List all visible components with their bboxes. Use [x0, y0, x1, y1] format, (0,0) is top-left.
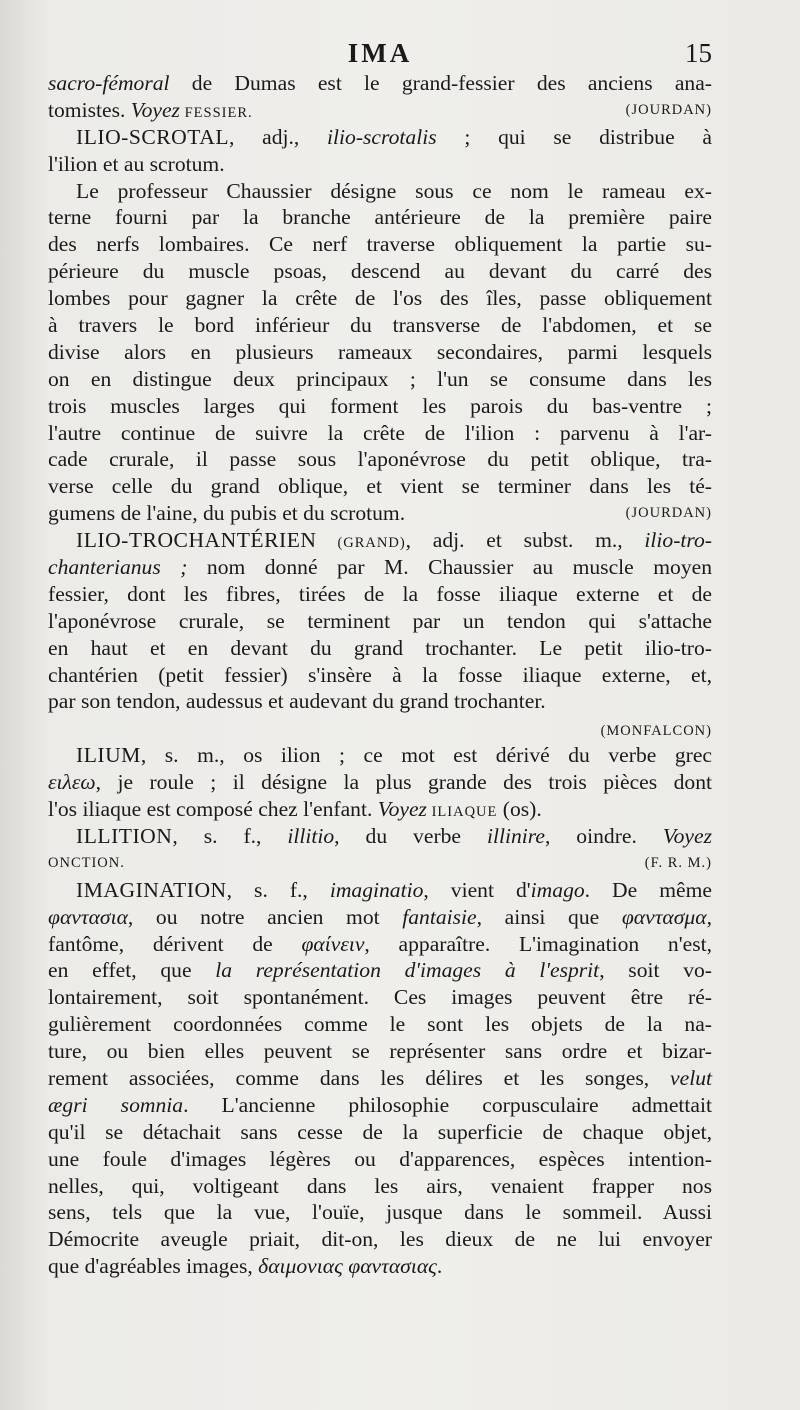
- greek-word: φαίνειν: [301, 931, 365, 956]
- cross-reference: ILIAQUE: [426, 804, 498, 821]
- text-line: Démocrite aveugle priait, dit-on, les dieux de ne lui envoyer: [48, 1227, 712, 1252]
- text-line: une foule d'images légères ou d'apparences, espèces intention-: [48, 1146, 712, 1171]
- entry-headword: ILIUM: [76, 743, 141, 768]
- text-line: que d'agréables images, δαιμονιας φαντασιας.: [48, 1254, 443, 1279]
- entry-imagination: IMAGINATION, s. f., imaginatio, vient d'imago. De même: [76, 877, 712, 902]
- text-line: chantérien (petit fessier) s'insère à la fosse iliaque externe, et,: [48, 662, 712, 687]
- text-line: l'ilion et au scrotum.: [48, 151, 225, 176]
- text-line: [48, 715, 712, 742]
- body-text: [48, 70, 712, 1280]
- text-line: l'aponévrose crurale, se terminent par un tendon qui s'attache: [48, 608, 712, 633]
- greek-word: φαντασμα: [621, 904, 707, 929]
- entry-ilio-scrotal: ILIO-SCROTAL, adj., ilio-scrotalis ; qui se distribue à: [76, 124, 712, 149]
- text-line: l'os iliaque est composé chez l'enfant. Voyez ILIAQUE (os).: [48, 797, 542, 822]
- text-line: terne fourni par la branche antérieure de la première paire: [48, 205, 712, 230]
- text-line: des nerfs lombaires. Ce nerf traverse obliquement la partie su-: [48, 232, 712, 257]
- text-line: ειλεω, je roule ; il désigne la plus grande des trois pièces dont: [48, 770, 712, 795]
- entry-headword: ILLITION: [76, 823, 173, 848]
- running-title: IMA: [347, 38, 413, 68]
- greek-word: δαιμονιας φαντασιας: [258, 1254, 437, 1279]
- text-line: en haut et en devant du grand trochanter. Le petit ilio-tro-: [48, 635, 712, 660]
- text-line: on en distingue deux principaux ; l'un se consume dans les: [48, 366, 712, 391]
- text-line: sens, tels que la vue, l'ouïe, jusque dans le sommeil. Aussi: [48, 1200, 712, 1225]
- author-signature: (F. R. M.): [644, 854, 712, 871]
- text-line: ægri somnia. L'ancienne philosophie corpusculaire admettait: [48, 1092, 712, 1117]
- text-line: gulièrement coordonnées comme le sont les objets de la na-: [48, 1012, 712, 1037]
- text-line: fantôme, dérivent de φαίνειν, apparaître. L'imagination n'est,: [48, 931, 712, 956]
- entry-headword: ILIO-TROCHANTÉRIEN: [76, 528, 317, 553]
- text-line: lombes pour gagner la crête de l'os des îles, passe obliquement: [48, 286, 712, 311]
- text-line: divise alors en plusieurs rameaux secondaires, parmi lesquels: [48, 339, 712, 364]
- text-line: verse celle du grand oblique, et vient se terminer dans les té-: [48, 474, 712, 499]
- author-signature: (MONFALCON): [600, 723, 712, 740]
- entry-headword: IMAGINATION: [76, 877, 227, 902]
- text-line: ture, ou bien elles peuvent se représenter sans ordre et bizar-: [48, 1039, 712, 1064]
- text-line: par son tendon, audessus et audevant du grand trochanter.: [48, 689, 546, 714]
- text-line: Le professeur Chaussier désigne sous ce nom le rameau ex-: [76, 178, 712, 203]
- text-line: périeure du muscle psoas, descend au devant du carré des: [48, 259, 712, 284]
- text-line: en effet, que la représentation d'images à l'esprit, soit vo-: [48, 958, 712, 983]
- greek-word: ειλεω: [48, 770, 96, 795]
- text-line: qu'il se détachait sans cesse de la superficie de chaque objet,: [48, 1119, 712, 1144]
- entry-headword: ILIO-SCROTAL: [76, 124, 230, 149]
- text-line: [48, 850, 712, 877]
- greek-word: φαντασια: [48, 904, 128, 929]
- text-line: φαντασια, ou notre ancien mot fantaisie, ainsi que φαντασμα,: [48, 904, 712, 929]
- text-line: sacro-fémoral de Dumas est le grand-fessier des anciens ana-: [48, 71, 712, 95]
- text-line: fessier, dont les fibres, tirées de la fosse iliaque externe et de: [48, 581, 712, 606]
- text-line: gumens de l'aine, du pubis et du scrotum. (JOURDAN): [48, 501, 712, 526]
- cross-reference: ONCTION.: [48, 854, 125, 871]
- text-line: trois muscles larges qui forment les parois du bas-ventre ;: [48, 393, 712, 418]
- author-signature: (JOURDAN): [625, 505, 712, 522]
- text-line: cade crurale, il passe sous l'aponévrose du petit oblique, tra-: [48, 447, 712, 472]
- text-line: à travers le bord inférieur du transverse de l'abdomen, et se: [48, 313, 712, 338]
- entry-illition: ILLITION, s. f., illitio, du verbe illinire, oindre. Voyez: [76, 823, 712, 848]
- page-number: 15: [685, 38, 712, 68]
- author-signature: (JOURDAN): [625, 101, 712, 118]
- text-line: nelles, qui, voltigeant dans les airs, venaient frapper nos: [48, 1173, 712, 1198]
- entry-ilium: ILIUM, s. m., os ilion ; ce mot est dérivé du verbe grec: [76, 743, 712, 768]
- running-header: [48, 38, 712, 72]
- entry-ilio-trochanterien: ILIO-TROCHANTÉRIEN (GRAND), adj. et subst. m., ilio-tro-: [76, 528, 712, 553]
- text-line: rement associées, comme dans les délires et les songes, velut: [48, 1065, 712, 1090]
- text-line: tomistes. Voyez FESSIER. (JOURDAN): [48, 97, 712, 122]
- text-line: l'autre continue de suivre la crête de l'ilion : parvenu à l'ar-: [48, 420, 712, 445]
- text-line: lontairement, soit spontanément. Ces images peuvent être ré-: [48, 985, 712, 1010]
- text-line: chanterianus ; nom donné par M. Chaussier au muscle moyen: [48, 555, 712, 580]
- cross-reference: FESSIER.: [179, 104, 253, 121]
